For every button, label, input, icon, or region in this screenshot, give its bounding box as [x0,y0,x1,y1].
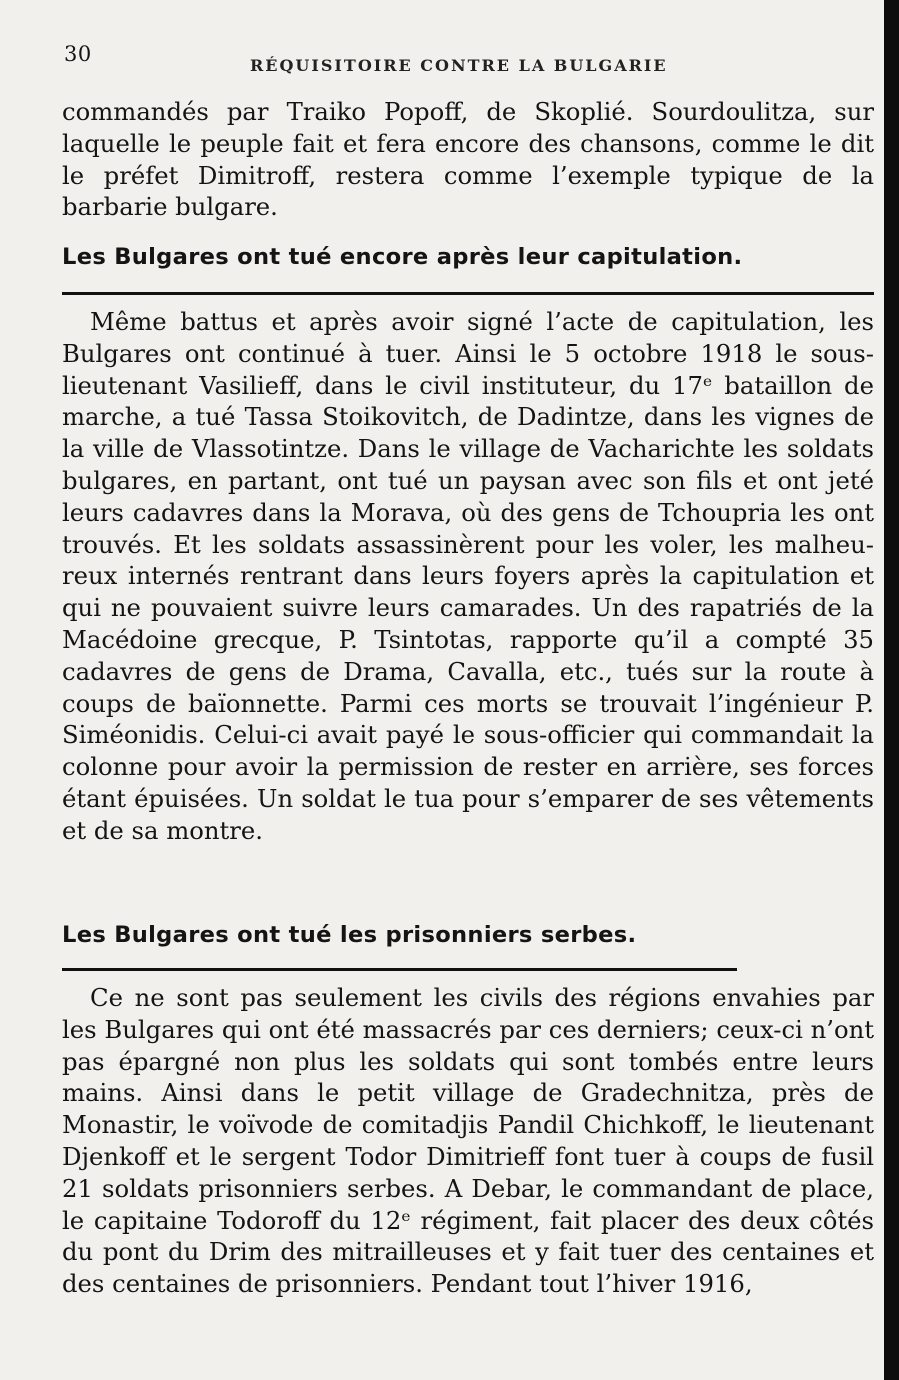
intro-paragraph-block [62,96,874,223]
running-title: RÉQUISITOIRE CONTRE LA BULGARIE [250,56,668,75]
scan-border [884,0,899,1380]
prisoners-paragraph: Ce ne sont pas seulement les civils des régions envahies par les Bulgares qui ont été massacrés par ces derniers; ceux-ci n’ont pas épargné non plus les soldats qui sont tombés entre leurs mains. Ainsi dans le petit village de Gradechnitza, près de Monastir, le voïvode de comitadjis Pandil Chichkoff, le lieutenant Djenkoff et le sergent Todor Dimitrieff font tuer à coups de fusil 21 soldats prisonniers serbes. A Debar, le commandant de place, le capitaine Todoroff du 12ᵉ régiment, fait placer des deux côtés du pont du Drim des mitrailleuses et y fait tuer des centaines et des centaines de prisonniers. Pendant tout l’hiver 1916, [62,983,874,1299]
prisoners-paragraph-block [62,982,874,1300]
heading-underline [62,968,737,971]
heading-underline [62,292,874,295]
capitulation-paragraph: Même battus et après avoir signé l’acte de capitulation, les Bulgares ont continué à tuer. Ainsi le 5 octobre 1918 le sous-lieutenant Vasilieff, dans le civil instituteur, du 17ᵉ bataillon de marche, a tué Tassa Stoikovitch, de Dadintze, dans les vignes de la ville de Vlassotintze. Dans le village de Vacharichte les soldats bulgares, en partant, ont tué un paysan avec son fils et ont jeté leurs cadavres dans la Morava, où des gens de Tchoupria les ont trouvés. Et les soldats assassinèrent pour les voler, les malheureux internés rentrant dans leurs foyers après la capitulation et qui ne pouvaient suivre leurs camarades. Un des rapatriés de la Macédoine grecque, P. Tsintotas, rapporte qu’il a compté 35 cadavres de gens de Drama, Cavalla, etc., tués sur la route à coups de baïonnette. Parmi ces morts se trouvait l’ingénieur P. Siméonidis. Celui-ci avait payé le sous-officier qui commandait la colonne pour avoir la permission de rester en arrière, ses forces étant épuisées. Un soldat le tua pour s’emparer de ses vêtements et de sa montre. [62,307,874,845]
intro-paragraph: commandés par Traiko Popoff, de Skoplié. Sourdoulitza, sur laquelle le peuple fait et fera encore des chansons, comme le dit le préfet Dimitroff, restera comme l’exemple typique de la barbarie bulgare. [62,97,874,222]
section-heading-capitulation: Les Bulgares ont tué encore après leur capitulation. [62,244,743,270]
section-heading-prisoners: Les Bulgares ont tué les prisonniers serbes. [62,922,637,948]
page-number: 30 [64,42,92,66]
page-header [0,42,884,82]
capitulation-paragraph-block [62,306,874,847]
